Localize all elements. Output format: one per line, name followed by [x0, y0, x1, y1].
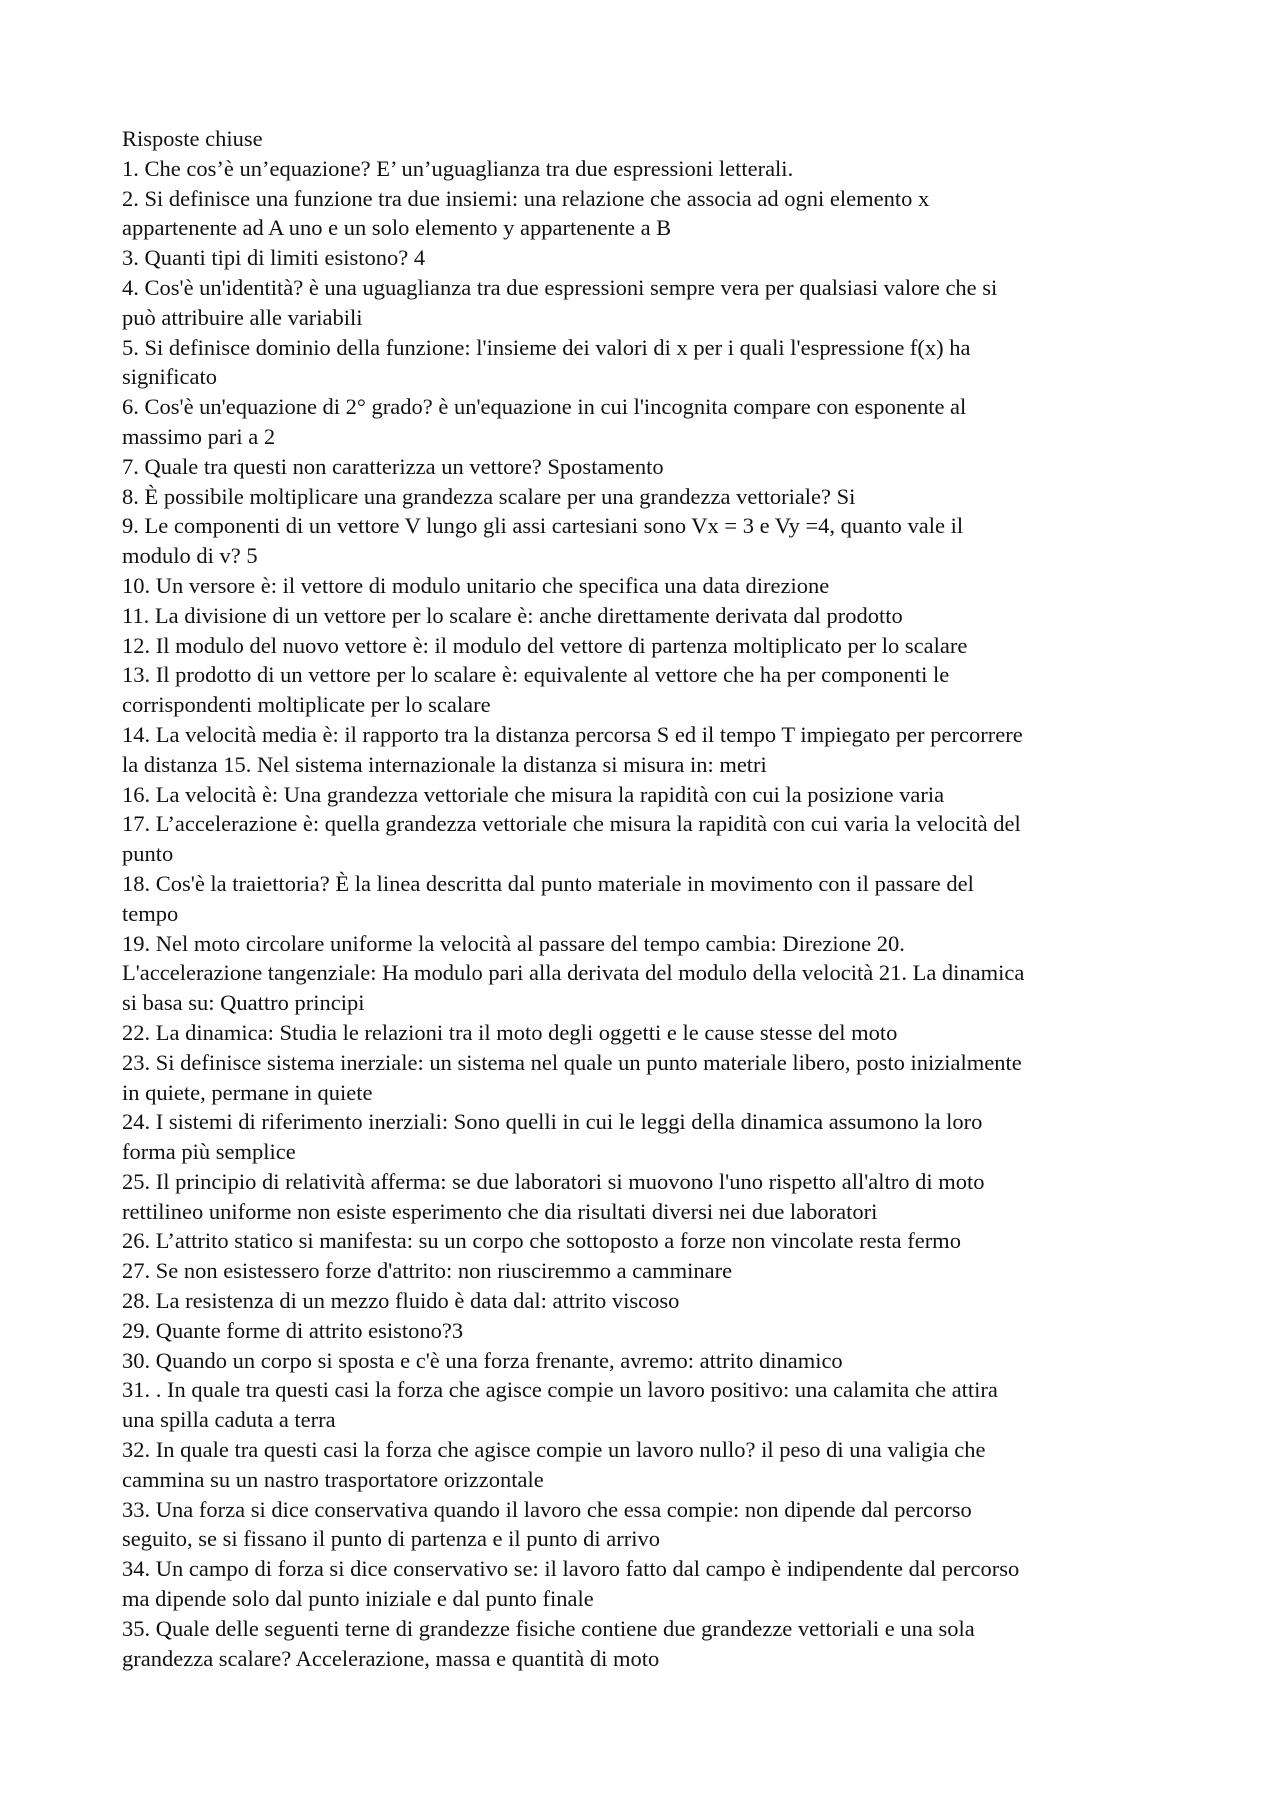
answer-line: 33. Una forza si dice conservativa quando il lavoro che essa compie: non dipende dal percorso	[122, 1496, 972, 1522]
answer-line: si basa su: Quattro principi	[122, 990, 365, 1016]
answer-line: 14. La velocità media è: il rapporto tra la distanza percorsa S ed il tempo T impiegato per percorrere	[122, 721, 1023, 747]
answer-line: L'accelerazione tangenziale: Ha modulo pari alla derivata del modulo della velocità 21. La dinamica	[122, 960, 1025, 986]
answer-line: 26. L’attrito statico si manifesta: su un corpo che sottoposto a forze non vincolate resta fermo	[122, 1228, 961, 1254]
answer-line: 12. Il modulo del nuovo vettore è: il modulo del vettore di partenza moltiplicato per lo scalare	[122, 632, 968, 658]
answer-line: 16. La velocità è: Una grandezza vettoriale che misura la rapidità con cui la posizione varia	[122, 781, 945, 807]
answer-line: significato	[122, 364, 217, 390]
answer-line: 28. La resistenza di un mezzo fluido è data dal: attrito viscoso	[122, 1288, 680, 1314]
answer-line: 29. Quante forme di attrito esistono?3	[122, 1317, 464, 1343]
document-title: Risposte chiuse	[122, 126, 263, 151]
answer-line: corrispondenti moltiplicate per lo scalare	[122, 692, 491, 718]
answer-line: massimo pari a 2	[122, 423, 276, 449]
answer-line: ma dipende solo dal punto iniziale e dal punto finale	[122, 1586, 594, 1612]
answer-line: appartenente ad A uno e un solo elemento y appartenente a B	[122, 215, 672, 241]
answer-line: 9. Le componenti di un vettore V lungo gli assi cartesiani sono Vx = 3 e Vy =4, quanto vale il	[122, 513, 964, 539]
answer-line: 13. Il prodotto di un vettore per lo scalare è: equivalente al vettore che ha per componenti le	[122, 662, 950, 688]
answer-line: 30. Quando un corpo si sposta e c'è una forza frenante, avremo: attrito dinamico	[122, 1347, 843, 1373]
answer-line: 27. Se non esistessero forze d'attrito: non riusciremmo a camminare	[122, 1258, 733, 1284]
answer-line: 11. La divisione di un vettore per lo scalare è: anche direttamente derivata dal prodotto	[122, 602, 903, 628]
answer-line: 34. Un campo di forza si dice conservativo se: il lavoro fatto dal campo è indipendente dal percorso	[122, 1556, 1020, 1582]
answer-line: può attribuire alle variabili	[122, 304, 363, 330]
answer-line: 3. Quanti tipi di limiti esistono? 4	[122, 245, 426, 271]
answer-line: cammina su un nastro trasportatore orizzontale	[122, 1466, 544, 1492]
answer-line: modulo di v? 5	[122, 543, 258, 569]
answer-line: grandezza scalare? Accelerazione, massa e quantità di moto	[122, 1645, 660, 1671]
answers-list	[122, 154, 1172, 1674]
answer-line: una spilla caduta a terra	[122, 1407, 336, 1433]
answer-line: 19. Nel moto circolare uniforme la velocità al passare del tempo cambia: Direzione 20.	[122, 930, 905, 956]
answer-line: 35. Quale delle seguenti terne di grandezze fisiche contiene due grandezze vettoriali e una sola	[122, 1615, 975, 1641]
answer-line: 17. L’accelerazione è: quella grandezza vettoriale che misura la rapidità con cui varia la velocità del	[122, 811, 1021, 837]
answer-line: 6. Cos'è un'equazione di 2° grado? è un'equazione in cui l'incognita compare con esponente al	[122, 394, 967, 420]
answer-line: 32. In quale tra questi casi la forza che agisce compie un lavoro nullo? il peso di una valigia che	[122, 1437, 986, 1463]
answer-line: 18. Cos'è la traiettoria? È la linea descritta dal punto materiale in movimento con il passare del	[122, 870, 974, 896]
answer-line: tempo	[122, 900, 179, 926]
answer-line: seguito, se si fissano il punto di partenza e il punto di arrivo	[122, 1526, 661, 1552]
answer-line: 23. Si definisce sistema inerziale: un sistema nel quale un punto materiale libero, posto inizialmente	[122, 1049, 1022, 1075]
answer-line: 10. Un versore è: il vettore di modulo unitario che specifica una data direzione	[122, 572, 830, 598]
answer-line: 24. I sistemi di riferimento inerziali: Sono quelli in cui le leggi della dinamica assumono la loro	[122, 1109, 983, 1135]
answer-line: 8. È possibile moltiplicare una grandezza scalare per una grandezza vettoriale? Si	[122, 483, 856, 509]
answer-line: punto	[122, 841, 174, 867]
answer-line: 4. Cos'è un'identità? è una uguaglianza tra due espressioni sempre vera per qualsiasi valore che si	[122, 274, 998, 300]
answer-line: rettilineo uniforme non esiste esperimento che dia risultati diversi nei due laboratori	[122, 1198, 878, 1224]
document-page	[122, 124, 1172, 1673]
answer-line: forma più semplice	[122, 1139, 296, 1165]
answer-line: 2. Si definisce una funzione tra due insiemi: una relazione che associa ad ogni elemento x	[122, 185, 930, 211]
answer-line: 25. Il principio di relatività afferma: se due laboratori si muovono l'uno rispetto all'altro di moto	[122, 1168, 985, 1194]
answer-line: 31. . In quale tra questi casi la forza che agisce compie un lavoro positivo: una calamita che attira	[122, 1377, 998, 1403]
answer-line: 7. Quale tra questi non caratterizza un vettore? Spostamento	[122, 453, 664, 479]
answer-line: 1. Che cos’è un’equazione? E’ un’uguaglianza tra due espressioni letterali.	[122, 155, 794, 181]
answer-line: in quiete, permane in quiete	[122, 1079, 373, 1105]
answer-line: 22. La dinamica: Studia le relazioni tra il moto degli oggetti e le cause stesse del moto	[122, 1019, 898, 1045]
answer-line: 5. Si definisce dominio della funzione: l'insieme dei valori di x per i quali l'espressione f(x) ha	[122, 334, 971, 360]
answer-line: la distanza 15. Nel sistema internazionale la distanza si misura in: metri	[122, 751, 767, 777]
